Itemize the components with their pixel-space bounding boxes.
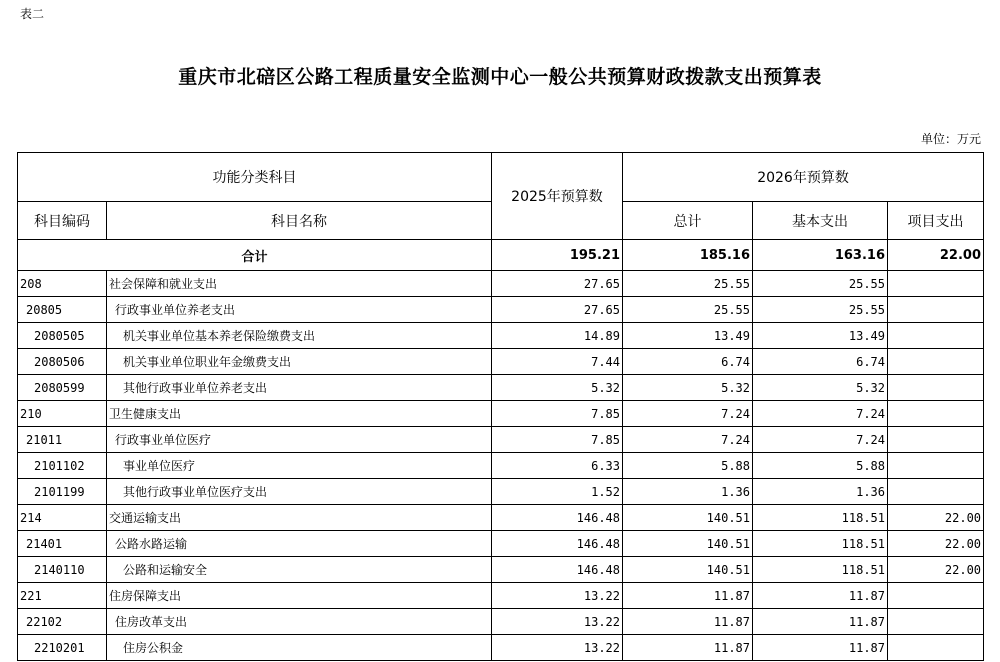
- table-row: [18, 401, 984, 427]
- row-name: 住房公积金: [107, 635, 492, 661]
- table-row: [18, 323, 984, 349]
- table-row: [18, 505, 984, 531]
- row-basic: 25.55: [753, 271, 888, 297]
- row-total: 13.49: [623, 323, 753, 349]
- name-header: 科目名称: [107, 202, 492, 240]
- table-row: [18, 375, 984, 401]
- row-code: 2080506: [18, 349, 107, 375]
- row-code: 2101199: [18, 479, 107, 505]
- row-2025: 13.22: [492, 635, 623, 661]
- row-2025: 146.48: [492, 557, 623, 583]
- row-2025: 27.65: [492, 297, 623, 323]
- row-2025: 14.89: [492, 323, 623, 349]
- row-basic: 6.74: [753, 349, 888, 375]
- row-2025: 6.33: [492, 453, 623, 479]
- row-project: 22.00: [888, 557, 984, 583]
- row-code: 214: [18, 505, 107, 531]
- row-name: 其他行政事业单位养老支出: [107, 375, 492, 401]
- row-name: 行政事业单位医疗: [107, 427, 492, 453]
- row-project: [888, 583, 984, 609]
- func-category-header: 功能分类科目: [18, 153, 492, 202]
- row-total: 11.87: [623, 609, 753, 635]
- row-total: 25.55: [623, 271, 753, 297]
- row-project: [888, 271, 984, 297]
- table-number-label: 表二: [20, 7, 45, 21]
- row-code: 22102: [18, 609, 107, 635]
- row-project: [888, 375, 984, 401]
- row-total: 11.87: [623, 583, 753, 609]
- row-basic: 118.51: [753, 531, 888, 557]
- row-name: 住房保障支出: [107, 583, 492, 609]
- row-total: 6.74: [623, 349, 753, 375]
- row-2025: 146.48: [492, 505, 623, 531]
- row-project: 22.00: [888, 505, 984, 531]
- row-project: [888, 323, 984, 349]
- row-total: 11.87: [623, 635, 753, 661]
- row-2025: 27.65: [492, 271, 623, 297]
- row-total: 140.51: [623, 505, 753, 531]
- row-code: 2080599: [18, 375, 107, 401]
- header-row-1: [18, 153, 984, 202]
- row-basic: 11.87: [753, 635, 888, 661]
- row-basic: 5.88: [753, 453, 888, 479]
- total-row: [18, 240, 984, 271]
- row-project: [888, 297, 984, 323]
- row-total: 140.51: [623, 531, 753, 557]
- row-name: 机关事业单位职业年金缴费支出: [107, 349, 492, 375]
- row-project: [888, 609, 984, 635]
- table-row: [18, 531, 984, 557]
- total-header: 总计: [623, 202, 753, 240]
- row-total: 140.51: [623, 557, 753, 583]
- total-basic: 163.16: [753, 240, 888, 271]
- row-project: [888, 401, 984, 427]
- row-total: 7.24: [623, 401, 753, 427]
- page-title: 重庆市北碚区公路工程质量安全监测中心一般公共预算财政拨款支出预算表: [178, 66, 822, 88]
- row-code: 2140110: [18, 557, 107, 583]
- row-name: 公路水路运输: [107, 531, 492, 557]
- row-basic: 11.87: [753, 609, 888, 635]
- budget-table: [17, 152, 984, 661]
- unit-label: 单位：万元: [920, 132, 981, 146]
- row-code: 2210201: [18, 635, 107, 661]
- row-basic: 5.32: [753, 375, 888, 401]
- row-name: 卫生健康支出: [107, 401, 492, 427]
- row-name: 公路和运输安全: [107, 557, 492, 583]
- row-2025: 7.44: [492, 349, 623, 375]
- row-basic: 11.87: [753, 583, 888, 609]
- row-code: 221: [18, 583, 107, 609]
- total-project: 22.00: [888, 240, 984, 271]
- project-header: 项目支出: [888, 202, 984, 240]
- row-project: 22.00: [888, 531, 984, 557]
- row-name: 交通运输支出: [107, 505, 492, 531]
- row-code: 20805: [18, 297, 107, 323]
- row-name: 其他行政事业单位医疗支出: [107, 479, 492, 505]
- table-row: [18, 557, 984, 583]
- row-code: 21401: [18, 531, 107, 557]
- total-total: 185.16: [623, 240, 753, 271]
- row-code: 2101102: [18, 453, 107, 479]
- table-row: [18, 635, 984, 661]
- col-2026-header: 2026年预算数: [623, 153, 984, 202]
- table-row: [18, 271, 984, 297]
- table-row: [18, 349, 984, 375]
- row-2025: 5.32: [492, 375, 623, 401]
- basic-header: 基本支出: [753, 202, 888, 240]
- row-total: 1.36: [623, 479, 753, 505]
- table-row: [18, 583, 984, 609]
- row-basic: 13.49: [753, 323, 888, 349]
- row-name: 事业单位医疗: [107, 453, 492, 479]
- row-name: 住房改革支出: [107, 609, 492, 635]
- row-total: 25.55: [623, 297, 753, 323]
- row-2025: 146.48: [492, 531, 623, 557]
- row-2025: 7.85: [492, 427, 623, 453]
- row-name: 行政事业单位养老支出: [107, 297, 492, 323]
- row-code: 21011: [18, 427, 107, 453]
- col-2025-header: 2025年预算数: [492, 153, 623, 240]
- row-name: 社会保障和就业支出: [107, 271, 492, 297]
- row-basic: 118.51: [753, 505, 888, 531]
- row-total: 7.24: [623, 427, 753, 453]
- row-basic: 118.51: [753, 557, 888, 583]
- row-project: [888, 479, 984, 505]
- row-2025: 13.22: [492, 583, 623, 609]
- table-row: [18, 427, 984, 453]
- row-basic: 1.36: [753, 479, 888, 505]
- row-project: [888, 635, 984, 661]
- row-project: [888, 453, 984, 479]
- row-basic: 25.55: [753, 297, 888, 323]
- table-row: [18, 453, 984, 479]
- row-2025: 1.52: [492, 479, 623, 505]
- row-name: 机关事业单位基本养老保险缴费支出: [107, 323, 492, 349]
- total-label: 合计: [18, 240, 492, 271]
- total-2025: 195.21: [492, 240, 623, 271]
- row-code: 2080505: [18, 323, 107, 349]
- row-code: 208: [18, 271, 107, 297]
- row-project: [888, 349, 984, 375]
- code-header: 科目编码: [18, 202, 107, 240]
- row-total: 5.32: [623, 375, 753, 401]
- row-total: 5.88: [623, 453, 753, 479]
- row-2025: 13.22: [492, 609, 623, 635]
- table-row: [18, 297, 984, 323]
- row-2025: 7.85: [492, 401, 623, 427]
- row-basic: 7.24: [753, 427, 888, 453]
- table-row: [18, 609, 984, 635]
- table-row: [18, 479, 984, 505]
- row-code: 210: [18, 401, 107, 427]
- row-basic: 7.24: [753, 401, 888, 427]
- row-project: [888, 427, 984, 453]
